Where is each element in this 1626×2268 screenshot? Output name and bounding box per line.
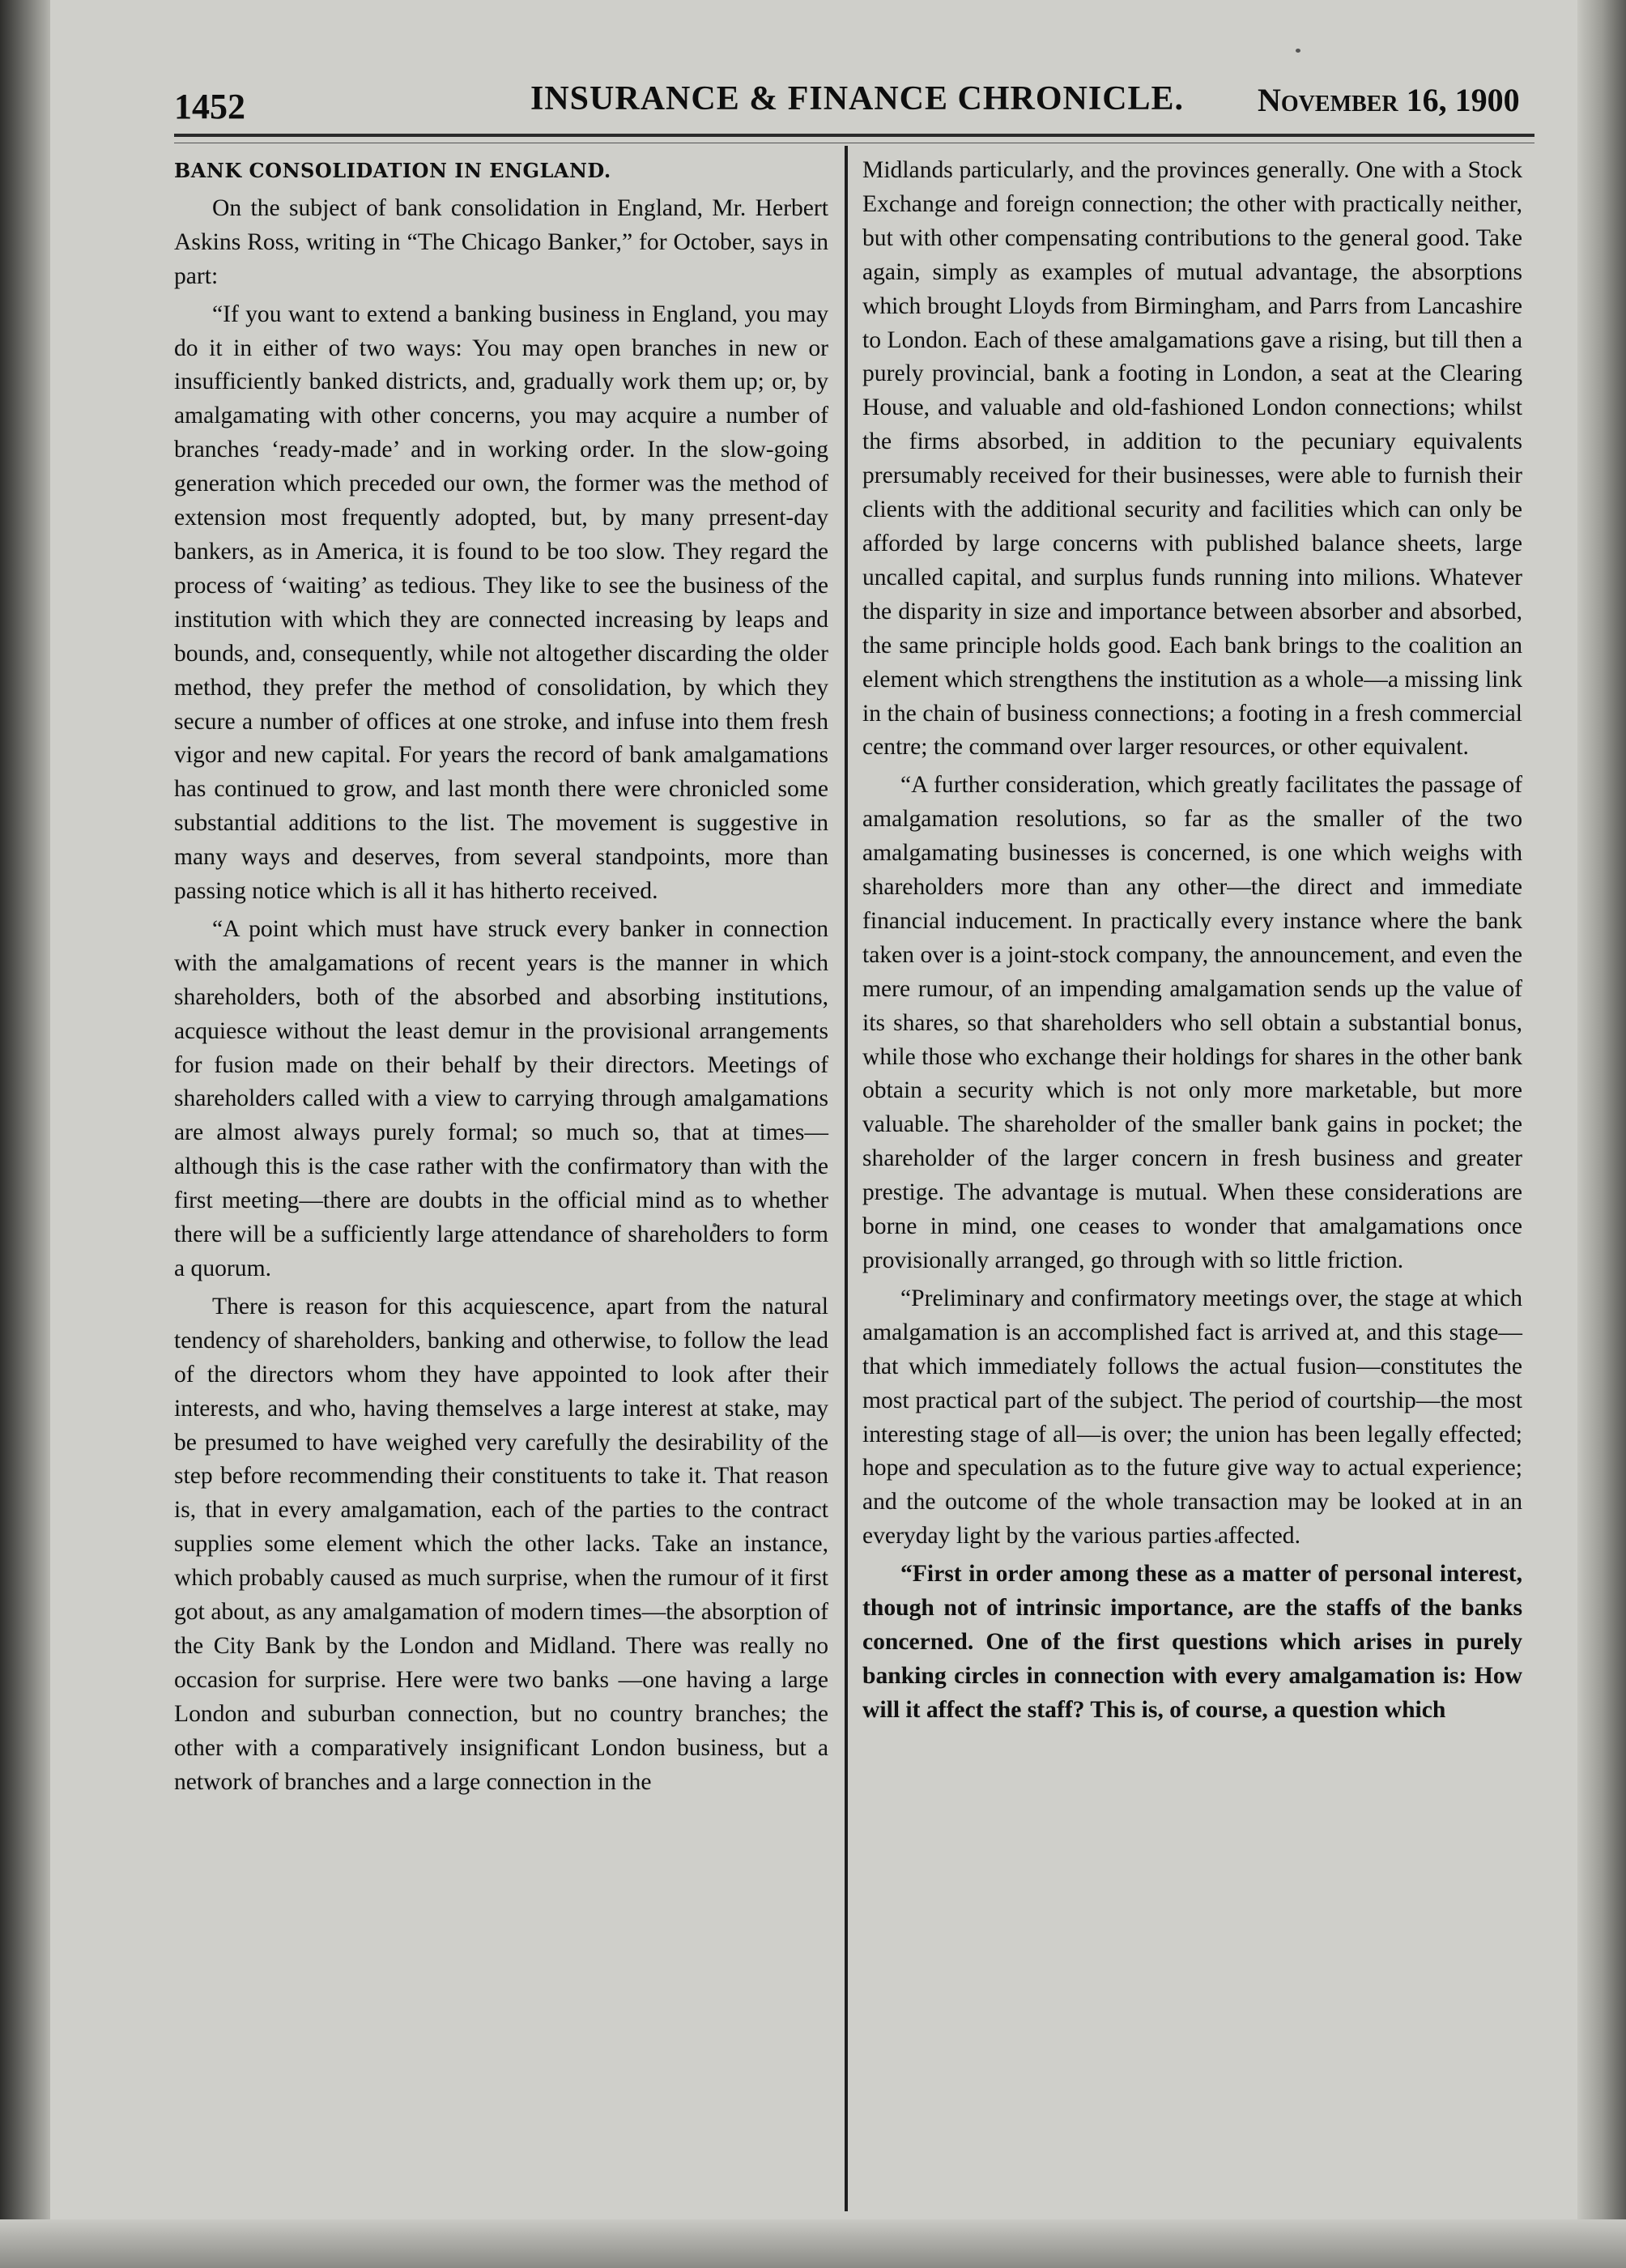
column-divider [845,146,848,2211]
article-paragraph: “Preliminary and confirmatory meetings over, the stage at which amalgamation is an accomplished fact is arrived at, and this stage—that which immediately follows the actual fusion—constitutes the most practical part of the subject. The period of courtship—the most interesting stage of all—is over; the union has been legally effected; hope and speculation as to the future give way to actual experience; and the outcome of the whole transaction may be looked at in an everyday light by the various parties affected. [862,1285,1522,1550]
header-rule [174,134,1534,137]
article-title: BANK CONSOLIDATION IN ENGLAND. [174,159,611,182]
article-paragraph: On the subject of bank consolidation in England, Mr. Herbert Askins Ross, writing in “The Chicago Banker,” for October, says in part: [174,194,828,289]
article-paragraph: “A further consideration, which greatly facilitates the passage of amalgamation resolutions, so far as the smaller of the two amalgamating businesses is concerned, is one which weighs with shareholders more than any other—the direct and immediate financial inducement. In practically every instance where the bank taken over is a joint-stock company, the announcement, and even the mere rumour, of an impending amalgamation sends up the value of its shares, so that shareholders who sell obtain a substantial bonus, while those who exchange their holdings for shares in the other bank obtain a security which is not only more marketable, but more valuable. The shareholder of the smaller bank gains in pocket; the shareholder of the larger concern in fresh business and greater prestige. The advantage is mutual. When these considerations are borne in mind, one ceases to wonder that amalgamations once provisionally arranged, go through with so little friction. [862,772,1522,1273]
newspaper-page [121,0,1547,2268]
issue-date: November 16, 1900 [1258,82,1520,118]
article-paragraph: Midlands particularly, and the provinces generally. One with a Stock Exchange and foreign connection; the other with practically neither, but with other compensating contributions to the general good. Take again, simply as examples of mutual advantage, the absorptions which brought Lloyds from Birmingham, and Parrs from Lancashire to London. Each of these amalgamations gave a rising, but till then a purely provincial, bank a footing in London, a seat at the Clearing House, and valuable and old-fashioned London connections; whilst the firms absorbed, in addition to the pecuniary equivalents prersumably received for their businesses, were able to furnish their clients with the additional security and facilities which can only be afforded by large concerns with published balance sheets, large uncalled capital, and surplus funds running into milions. Whatever the disparity in size and importance between absorber and absorbed, the same principle holds good. Each bank brings to the coalition an element which strengthens the institution as a whole—a missing link in the chain of business connections; a footing in a fresh commercial centre; the command over larger resources, or other equivalent. [862,157,1522,761]
journal-title: INSURANCE & FINANCE CHRONICLE. [530,80,1185,117]
article-paragraph: “A point which must have struck every banker in connection with the amalgamations of recent years is the manner in which shareholders, both of the absorbed and absorbing institutions, acquiesce without the least demur in the provisional arrangements for fusion made on their behalf by their directors. Meetings of shareholders called with a view to carrying through amalgamations are almost always purely formal; so much so, that at times—although this is the case rather with the confirmatory than with the first meeting—there are doubts in the official mind as to whether there will be a sufficiently large attendance of shareholders to form a quorum. [174,915,828,1281]
page-edge-right [1577,0,1626,2268]
article-paragraph: There is reason for this acquiescence, apart from the natural tendency of shareholders, banking and otherwise, to follow the lead of the directors whom they have appointed to look after their interests, and who, having themselves a large interest at stake, may be presumed to have weighed very carefully the desirability of the step before recommending their constituents to take it. That reason is, that in every amalgamation, each of the parties to the contract supplies some element which the other lacks. Take an instance, which probably caused as much surprise, when the rumour of it first got about, as any amalgamation of modern times—the absorption of the City Bank by the London and Midland. There was really no occasion for surprise. Here were two banks —one having a large London and suburban connection, but no country branches; the other with a comparatively insignificant London business, but a network of branches and a large connection in the [174,1293,828,1795]
column-left [174,154,828,1804]
page-number: 1452 [174,87,245,126]
article-paragraph: “First in order among these as a matter of personal interest, though not of intrinsic importance, are the staffs of the banks concerned. One of the first questions which arises in purely banking circles in connection with every amalgamation is: How will it affect the staff? This is, of course, a question which [862,1561,1522,1723]
column-right [862,154,1522,1732]
binding-shadow-left [0,0,50,2268]
article-paragraph: “If you want to extend a banking business in England, you may do it in either of two ways: You may open branches in new or insufficiently banked districts, and, gradually work them up; or, by amalgamating with other concerns, you may acquire a number of branches ‘ready-made’ and in working order. In the slow-going generation which preceded our own, the former was the method of extension most frequently adopted, but, by many prresent-day bankers, as in America, it is found to be too slow. They regard the process of ‘waiting’ as tedious. They like to see the business of the institution with which they are connected increasing by leaps and bounds, and, consequently, while not altogether discarding the older method, they prefer the method of consolidation, by which they secure a number of offices at one stroke, and infuse into them fresh vigor and new capital. For years the record of bank amalgamations has continued to grow, and last month there were chronicled some substantial additions to the list. The movement is suggestive in many ways and deserves, from several standpoints, more than passing notice which is all it has hitherto received. [174,301,828,905]
page-header [121,75,1530,131]
